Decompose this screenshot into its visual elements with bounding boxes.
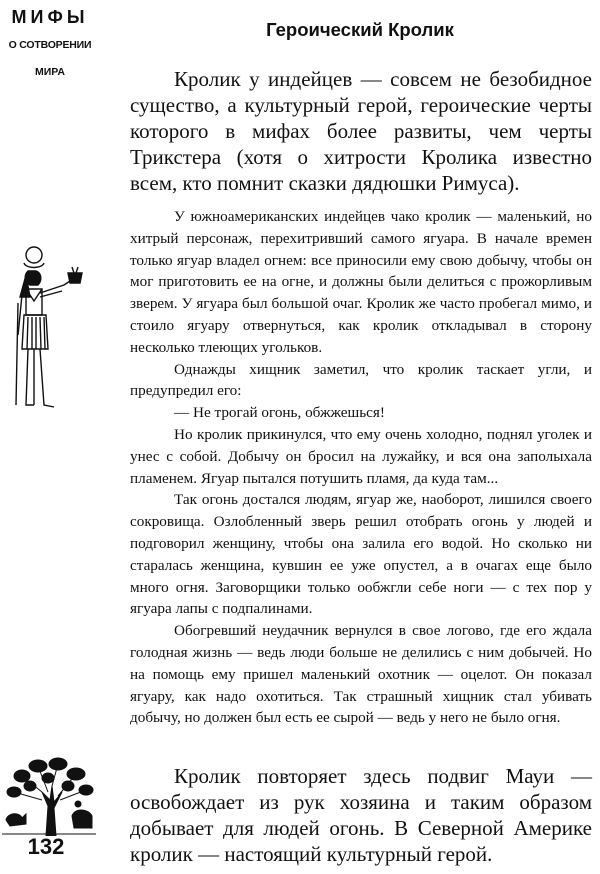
offering [68, 273, 82, 283]
story-text [130, 206, 592, 729]
book-title-line-1: МИФЫ [11, 7, 89, 27]
story-paragraph: Но кролик прикинулся, что ему очень холодно, поднял уголек и унес с собой. Добычу он бросил на лужайку, и вся она заполыхала пламенем. Ягуар пытался потушить пламя, да куда там... [130, 425, 592, 487]
intro-paragraph: Кролик у индейцев — совсем не безобидное существо, а культурный герой, героические черты которого в мифах более развиты, чем черты Трикстера (хотя о хитрости Кролика известно всем, кто помнит сказки дядюшки Римуса). [130, 67, 592, 195]
tree-illustration [2, 756, 96, 836]
book-title-line-2: О СОТВОРЕНИИ [8, 39, 92, 51]
sun-disk [26, 247, 42, 263]
story-paragraph: Обогревший неудачник вернулся в свое логово, где его ждала голодная жизнь — ведь люди больше не делились с ним добычей. Но на помощь ему пришел маленький охотник — оцелот. Он показал ягуару, как надо охотиться. Так страшный хищник стал убивать добычу, но должен был есть ее сырой — ведь у него не было огня. [130, 622, 592, 727]
story-paragraph: — Не трогай огонь, обжжешься! [174, 404, 385, 422]
story-paragraph: Однажды хищник заметил, что кролик таскает угли, и предупредил его: [130, 360, 592, 400]
animal-right [72, 810, 92, 828]
story-paragraph: У южноамериканских индейцев чако кролик — маленький, но хитрый персонаж, перехитривший самого ягуара. В начале времен только ягуар владел огнем: все приносили ему свою добычу, чтобы он мог приготовить ее на огне, и должны были делиться с прожорливым зверем. У ягуара был большой очаг. Кролик же часто пробегал мимо, и стоило ягуару отвернуться, как кролик откладывал в сторону несколько тлеющих угольков. [130, 208, 592, 356]
egyptian-figure-illustration [12, 245, 92, 425]
book-title-line-3: МИРА [35, 66, 65, 78]
animal-left [6, 814, 26, 826]
sidebar [0, 0, 100, 874]
story-paragraph: Так огонь достался людям, ягуар же, наоборот, лишился своего сокровища. Озлобленный зверь решил отобрать огонь у людей и подговорил женщину, чтобы она залила его водой. Но сколько ни старалась женщина, кувшин ее уже опустел, а в очагах еще было много огня. Заговорщики только ообжгли себе ноги — с тех пор у ягуара лапы с подпалинами. [130, 491, 592, 618]
chapter-title: Героический Кролик [266, 19, 454, 40]
outro-paragraph: Кролик повторяет здесь подвиг Мауи — освобождает из рук хозяина и таким образом добывает для людей огонь. В Северной Америке кролик — настоящий культурный герой. [130, 764, 592, 866]
page-number: 132 [27, 834, 65, 859]
